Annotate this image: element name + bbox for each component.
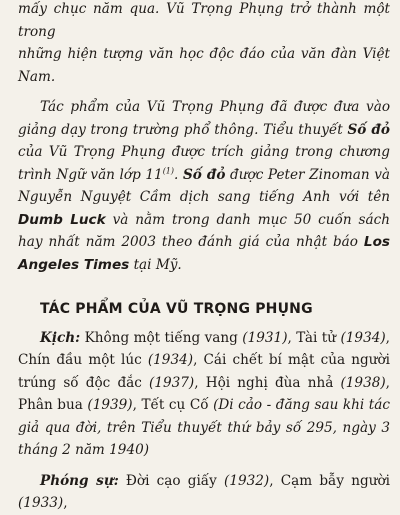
plays-paragraph: Kịch: Không một tiếng vang (1931), Tài tử (1934), Chín đầu một lúc (1934), Cái chết bí mật của người trúng số độc đắc (1937), Hội nghị đùa nhả (1938), Phân bua (1939), Tết cụ Cố (Di cảo - đăng sau khi tác giả qua đời, trên Tiểu thuyết thứ bảy số 295, ngày 3 tháng 2 năm 1940) — [18, 329, 390, 458]
plays-label: Kịch: — [40, 329, 81, 346]
title-so-do: Số đỏ — [347, 121, 390, 138]
intro-paragraph — [18, 0, 390, 88]
intro-line-1: mấy chục năm qua. Vũ Trọng Phụng trở thành một trong — [18, 1, 390, 40]
section-heading: TÁC PHẨM CỦA VŨ TRỌNG PHỤNG — [40, 301, 313, 317]
reportage-label: Phóng sự: — [40, 472, 119, 489]
footnote-marker: (1) — [162, 165, 175, 175]
posthumous-note: (Di cảo - đăng sau khi tác giả qua đời, trên Tiểu thuyết thứ bảy số 295, ngày 3 tháng 2 năm 1940) — [18, 397, 390, 458]
title-so-do-2: Số đỏ — [182, 166, 226, 183]
intro-line-2: những hiện tượng văn học độc đáo của văn đàn Việt Nam. — [18, 46, 390, 85]
page-text — [18, 0, 390, 515]
reportage-paragraph: Phóng sự: Đời cạo giấy (1932), Cạm bẫy người (1933), — [18, 472, 390, 511]
newspaper-name: Los Angeles Times — [18, 234, 390, 273]
teaching-paragraph: Tác phẩm của Vũ Trọng Phụng đã được đưa vào giảng dạy trong trường phổ thông. Tiểu thuyết Số đỏ của Vũ Trọng Phụng được trích giảng trong chương trình Ngữ văn lớp 11$^{(1)}$. Số đỏ được Peter Zinoman và Nguyễn Nguyệt Cầm dịch sang tiếng Anh với tên Dumb Luck và nằm trong danh mục 50 cuốn sách hay nhất năm 2003 theo đánh giá của nhật báo Los Angeles Times tại Mỹ. — [18, 99, 390, 273]
title-dumb-luck: Dumb Luck — [18, 211, 106, 228]
